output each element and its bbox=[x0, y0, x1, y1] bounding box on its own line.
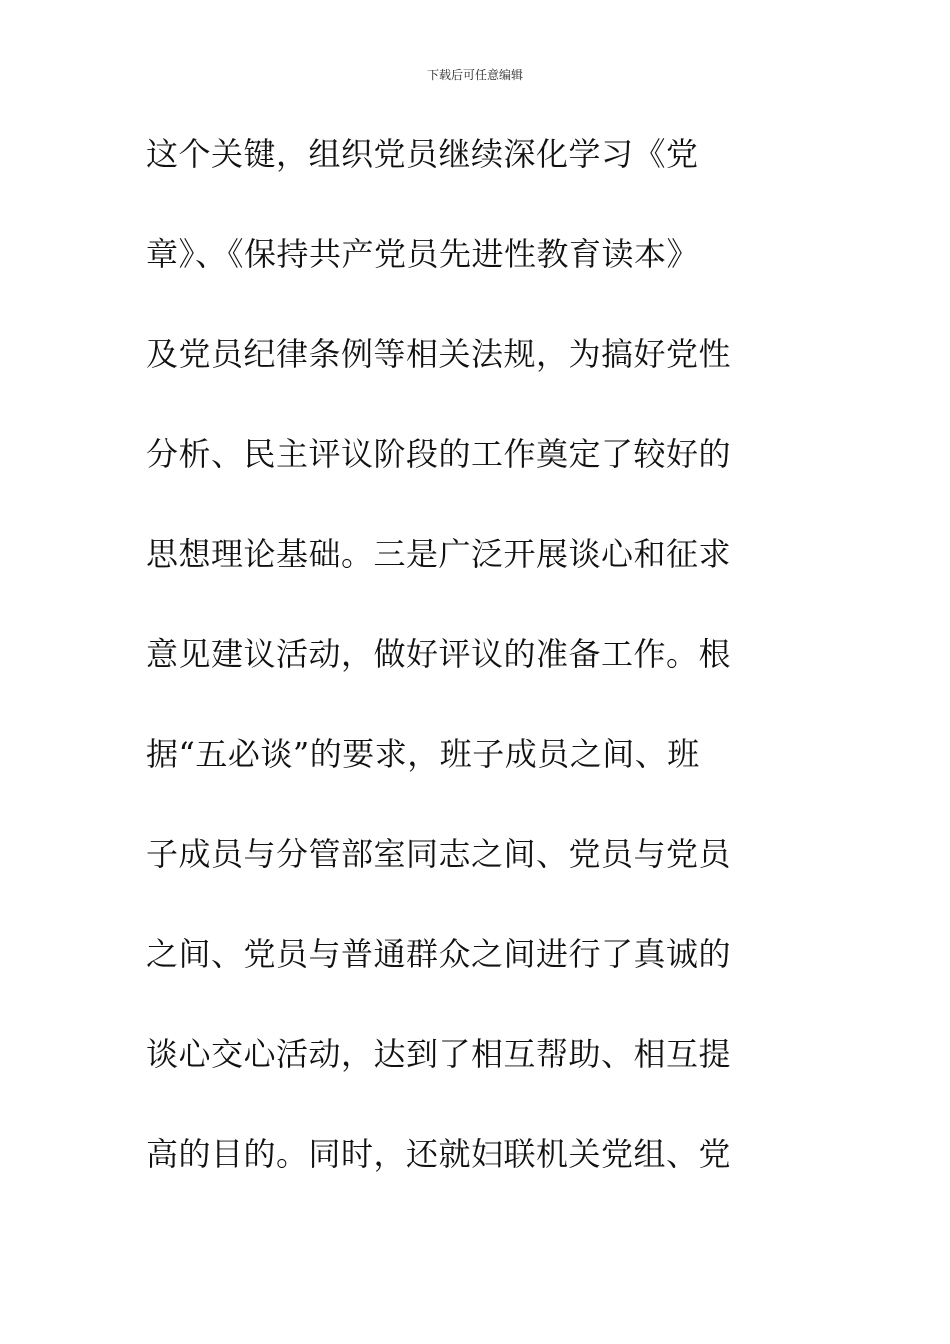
text-line: 及党员纪律条例等相关法规，为搞好党性 bbox=[146, 335, 732, 373]
text-line: 思想理论基础。三是广泛开展谈心和征求 bbox=[146, 535, 732, 573]
text-line: 高的目的。同时，还就妇联机关党组、党 bbox=[146, 1135, 732, 1173]
text-line: 谈心交心活动，达到了相互帮助、相互提 bbox=[146, 1035, 732, 1073]
text-line: 之间、党员与普通群众之间进行了真诚的 bbox=[146, 935, 732, 973]
text-line: 这个关键，组织党员继续深化学习《党 bbox=[146, 135, 699, 173]
text-line: 据“五必谈”的要求，班子成员之间、班 bbox=[146, 735, 700, 773]
text-line: 子成员与分管部室同志之间、党员与党员 bbox=[146, 835, 732, 873]
text-line: 分析、民主评议阶段的工作奠定了较好的 bbox=[146, 435, 732, 473]
body-text bbox=[146, 126, 786, 1226]
page-header: 下载后可任意编辑 bbox=[426, 68, 523, 82]
text-line: 意见建议活动，做好评议的准备工作。根 bbox=[146, 635, 732, 673]
text-line: 章》、《保持共产党员先进性教育读本》 bbox=[146, 235, 700, 273]
